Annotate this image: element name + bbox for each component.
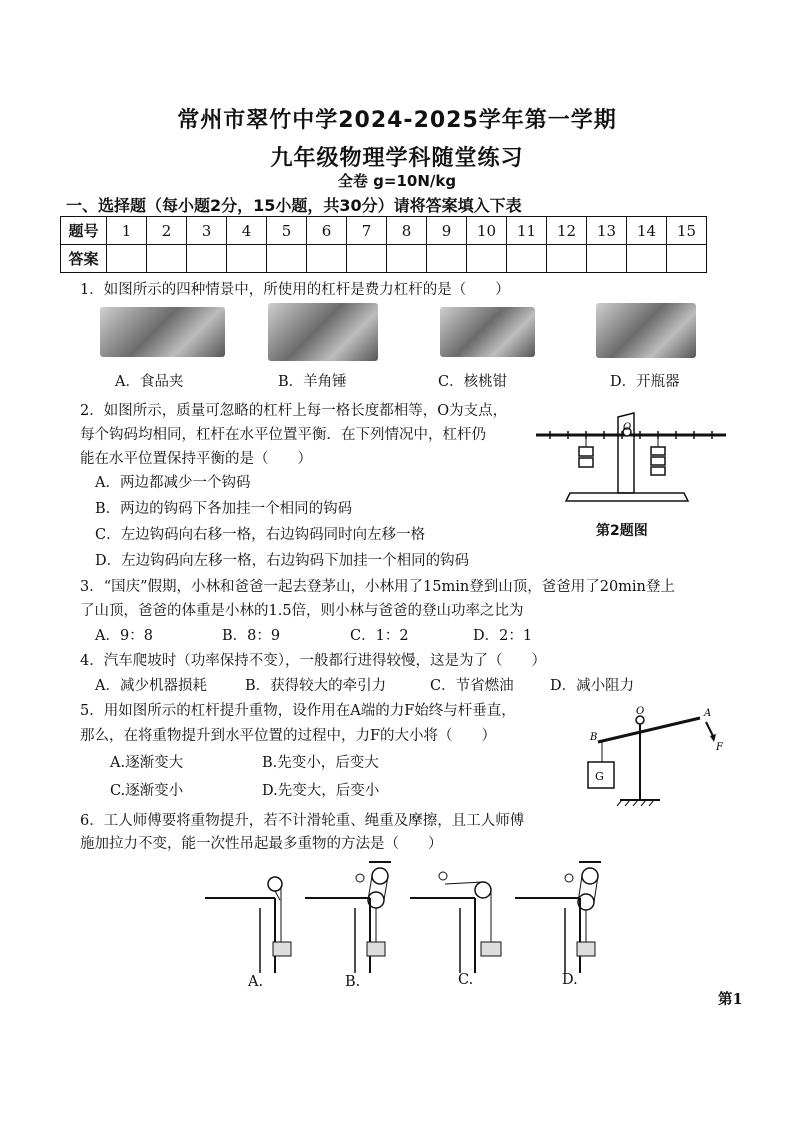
- pulley-setup-d: [515, 862, 601, 973]
- answer-cell[interactable]: [667, 245, 707, 273]
- question-number-cell: 13: [587, 217, 627, 245]
- question-number-cell: 4: [227, 217, 267, 245]
- q4-option-d: D．减小阻力: [550, 678, 635, 694]
- question-number-cell: 8: [387, 217, 427, 245]
- table-row: [61, 245, 707, 273]
- q2-figure-caption: 第2题图: [596, 523, 648, 539]
- question-number-cell: 6: [307, 217, 347, 245]
- answer-cell[interactable]: [307, 245, 347, 273]
- q1-option-b: B．羊角锤: [278, 374, 347, 390]
- answer-cell[interactable]: [467, 245, 507, 273]
- q5-stem-line2: 那么，在将重物提升到水平位置的过程中，力F的大小将（ ）: [80, 728, 497, 744]
- q6-stem-line1: 6．工人师傅要将重物提升，若不计滑轮重、绳重及摩擦，且工人师傅: [80, 813, 525, 829]
- q5-option-c: C.逐渐变小: [110, 783, 184, 799]
- gravity-note: 全卷 g=10N/kg: [337, 172, 457, 190]
- answer-cell[interactable]: [507, 245, 547, 273]
- force-label: F: [716, 742, 723, 753]
- answer-cell[interactable]: [347, 245, 387, 273]
- q6-option-b: B.: [345, 974, 361, 990]
- nutcracker-photo: [440, 307, 535, 357]
- answer-cell[interactable]: [547, 245, 587, 273]
- end-a-label: A: [704, 708, 712, 719]
- q6-pulley-figures: [205, 858, 615, 978]
- q1-option-a: A．食品夹: [115, 374, 184, 390]
- question-number-cell: 2: [147, 217, 187, 245]
- exam-title: 常州市翠竹中学2024-2025学年第一学期: [177, 108, 617, 133]
- answer-cell[interactable]: [387, 245, 427, 273]
- q1-option-c: C．核桃钳: [438, 374, 508, 390]
- q3-option-a: A．9：8: [95, 628, 153, 644]
- page-number: 第1: [718, 991, 743, 1008]
- q5-lever-figure: [580, 700, 740, 812]
- table-header-cell: 答案: [61, 245, 107, 273]
- answer-cell[interactable]: [427, 245, 467, 273]
- q6-option-d: D.: [562, 972, 578, 988]
- q5-option-a: A.逐渐变大: [110, 755, 184, 771]
- answer-table: [60, 216, 707, 273]
- q4-option-c: C．节省燃油: [430, 678, 514, 694]
- answer-cell[interactable]: [267, 245, 307, 273]
- answer-cell[interactable]: [227, 245, 267, 273]
- claw-hammer-photo: [268, 303, 378, 361]
- pivot-label: O: [636, 706, 645, 717]
- answer-cell[interactable]: [587, 245, 627, 273]
- question-number-cell: 1: [107, 217, 147, 245]
- q2-stem-line3: 能在水平位置保持平衡的是（ ）: [80, 451, 312, 467]
- question-number-cell: 10: [467, 217, 507, 245]
- q5-option-b: B.先变小，后变大: [262, 755, 379, 771]
- pulley-setup-b: [305, 862, 391, 973]
- q2-option-c: C．左边钩码向右移一格，右边钩码同时向左移一格: [95, 527, 426, 543]
- pulley-setup-c: [410, 872, 501, 973]
- answer-cell[interactable]: [627, 245, 667, 273]
- q2-stem-line1: 2．如图所示，质量可忽略的杠杆上每一格长度都相等，O为支点，: [80, 403, 508, 419]
- q4-option-b: B．获得较大的牵引力: [245, 678, 387, 694]
- q2-option-a: A．两边都减少一个钩码: [95, 475, 251, 491]
- q6-option-a: A.: [248, 974, 264, 990]
- question-number-cell: 3: [187, 217, 227, 245]
- q4-option-a: A．减少机器损耗: [95, 678, 207, 694]
- question-number-cell: 5: [267, 217, 307, 245]
- q1-stem: 1．如图所示的四种情景中，所使用的杠杆是费力杠杆的是（ ）: [80, 282, 510, 298]
- q1-option-d: D．开瓶器: [610, 374, 680, 390]
- q6-stem-line2: 施加拉力不变，能一次性吊起最多重物的方法是（ ）: [80, 836, 443, 852]
- weight-label: G: [595, 770, 604, 783]
- question-number-cell: 7: [347, 217, 387, 245]
- table-header-cell: 题号: [61, 217, 107, 245]
- q5-option-d: D.先变大，后变小: [262, 783, 380, 799]
- answer-cell[interactable]: [187, 245, 227, 273]
- question-number-cell: 14: [627, 217, 667, 245]
- section-heading: 一、选择题（每小题2分，15小题，共30分）请将答案填入下表: [66, 196, 522, 215]
- question-number-cell: 9: [427, 217, 467, 245]
- q3-option-d: D．2：1: [473, 628, 533, 644]
- q5-stem-line1: 5．用如图所示的杠杆提升重物，设作用在A端的力F始终与杆垂直，: [80, 703, 516, 719]
- end-b-label: B: [590, 732, 598, 743]
- table-row: [61, 217, 707, 245]
- q2-option-b: B．两边的钩码下各加挂一个相同的钩码: [95, 501, 353, 517]
- q2-stem-line2: 每个钩码均相同，杠杆在水平位置平衡．在下列情况中，杠杆仍: [80, 427, 486, 443]
- pivot-label: O: [623, 422, 632, 433]
- pulley-setup-a: [205, 877, 291, 973]
- food-tongs-photo: [100, 307, 225, 357]
- q6-option-c: C.: [458, 972, 474, 988]
- question-number-cell: 15: [667, 217, 707, 245]
- answer-cell[interactable]: [147, 245, 187, 273]
- q3-stem-line1: 3．“国庆”假期，小林和爸爸一起去登茅山，小林用了15min登到山顶，爸爸用了20min登上: [80, 579, 675, 595]
- q3-option-c: C．1：2: [350, 628, 409, 644]
- exam-subtitle: 九年级物理学科随堂练习: [270, 146, 524, 171]
- question-number-cell: 11: [507, 217, 547, 245]
- bottle-opener-photo: [596, 303, 696, 358]
- q2-option-d: D．左边钩码向左移一格，右边钩码下加挂一个相同的钩码: [95, 553, 470, 569]
- q3-option-b: B．8：9: [222, 628, 281, 644]
- q3-stem-line2: 了山顶，爸爸的体重是小林的1.5倍，则小林与爸爸的登山功率之比为: [80, 603, 524, 619]
- answer-cell[interactable]: [107, 245, 147, 273]
- q4-stem: 4．汽车爬坡时（功率保持不变），一般都行进得较慢，这是为了（ ）: [80, 653, 546, 669]
- q2-lever-figure: [530, 405, 730, 513]
- question-number-cell: 12: [547, 217, 587, 245]
